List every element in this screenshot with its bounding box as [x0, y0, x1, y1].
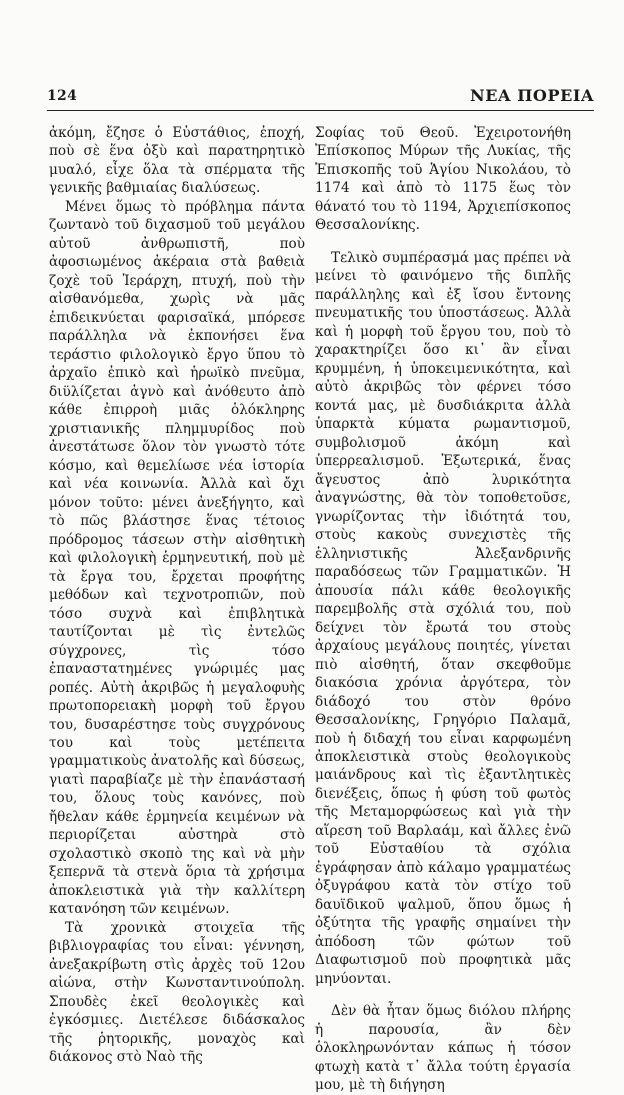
page-number: 124 — [47, 88, 78, 104]
paragraph: Τὰ χρονικὰ στοιχεῖα τῆς βιβλιογραφίας του εἶναι: γέννηση, ἀνεξακρίβωτη στὶς ἀρχὲς τοῦ 12ου αἰώνα, στὴν Κωνσταντινούπολη. Σπουδὲς ἐκεῖ θεολογικὲς καὶ ἐγκόσμιες. Διετέλεσε διδάσκαλος τῆς ῥητορικῆς, μοναχὸς καὶ διάκονος στὸ Ναὸ τῆς — [49, 919, 305, 1066]
paragraph: Τελικὸ συμπέρασμά μας πρέπει νὰ μείνει τὸ φαινόμενο τῆς διπλῆς παράλληλης καὶ ἐξ ἴσου ἔντονης πνευματικῆς του ὑποστάσεως. Ἀλλὰ καὶ ἡ μορφὴ τοῦ ἔργου του, ποὺ τὸ χαρακτηρίζει ὅσο κι᾽ ἂν εἶναι κρυμμένη, ἡ ὑποκειμενικότητα, καὶ αὐτὸ ἀκριβῶς τὸν φέρνει τόσο κοντά μας, μὲ δυσδιάκριτα ἀλλὰ ὑπαρκτὰ κύματα ρωμαντισμοῦ, συμβολισμοῦ ἀκόμη καὶ ὑπερρεαλισμοῦ. Ἐξωτερικά, ἕνας ἄγευστος ἀπὸ λυρικότητα ἀναγνώστης, θὰ τὸν τοποθετοῦσε, γνωρίζοντας τὴν ἰδιότητά του, στοὺς κακοὺς συνεχιστὲς τῆς ἑλληνιστικῆς Ἀλεξανδρινῆς παραδόσεως τῶν Γραμματικῶν. Ἡ ἀπουσία πάλι κάθε θεολογικῆς παρεμβολῆς στὰ σχόλιά του, ποὺ δείχνει τὸν ἔρωτά του στοὺς ἀρχαίους μεγάλους ποιητές, γίνεται πιὸ αἰσθητή, ὅταν σκεφθοῦμε διακόσια χρόνια ἀργότερα, τὸν διάδοχό του στὸν θρόνο Θεσσαλονίκης, Γρηγόριο Παλαμᾶ, ποὺ ἡ διδαχή του εἶναι καρφωμένη ἀποκλειστικὰ στοὺς θεολογικοὺς μαιάνδρους καὶ τὶς ἐξαντλητικὲς διενέξεις, ὅπως ἡ φύση τοῦ φωτὸς τῆς Μεταμορφώσεως καὶ γιὰ τὴν αἵρεση τοῦ Βαρλαάμ, καὶ ἄλλες ἐνῶ τοῦ Εὐσταθίου τὰ σχόλια ἐγράφησαν ἀπὸ κάλαμο γραμματέως ὀξυγράφου κατὰ τὸν στίχο τοῦ δαυϊδικοῦ ψαλμοῦ, ὅπου ὅμως ἡ ὀξύτητα τῆς γραφῆς σημαίνει τὴν ἀπόδοση τῶν φώτων τοῦ Διαφωτισμοῦ ποὺ προφητικὰ μᾶς μηνύονται. — [315, 249, 571, 987]
header-rule — [47, 110, 594, 111]
paragraph: Μένει ὅμως τὸ πρόβλημα πάντα ζωντανὸ τοῦ διχασμοῦ τοῦ μεγάλου αὐτοῦ ἀνθρωπιστῆ, ποὺ ἀφοσιωμένος ἀκέραια στὰ βαθειὰ ζοχὲ τοῦ Ἱεράρχη, πτυχή, ποὺ τὴν αἰσθανόμεθα, χωρὶς νὰ μᾶς ἐπιδεικνύεται φαρισαϊκά, μπόρεσε παράλληλα νὰ ἐκπονήσει ἕνα τεράστιο φιλολογικὸ ἔργο ὕπου τὸ ἀρχαῖο ἐπικὸ καὶ ἡρωϊκὸ πνεῦμα, διϋλίζεται ἁγνὸ καὶ ἀνόθευτο ἀπὸ κάθε ἐπιρροὴ μιᾶς ὁλόκληρης χριστιανικῆς πλημμυρίδος ποὺ ἀνεστάτωσε ὅλον τὸν γνωστὸ τότε κόσμο, καὶ θεμελίωσε νέα ἱστορία καὶ νέα κοινωνία. Ἀλλὰ καὶ ὄχι μόνον τοῦτο: μένει ἀνεξήγητο, καὶ τὸ πῶς βλάστησε ἕνας τέτοιος πρόδρομος τάσεων στὴν αἰσθητικὴ καὶ φιλολογικὴ ἑρμηνευτική, ποὺ μὲ τὰ ἔργα του, ἔρχεται προφήτης μεθόδων καὶ τεχνοτροπιῶν, ποὺ τόσο συχνὰ καὶ ἐπιβλητικὰ ταυτίζονται μὲ τὶς ἐντελῶς σύγχρονες, τὶς τόσο ἐπαναστατημένες γνώριμές μας ροπές. Αὐτὴ ἀκριβῶς ἡ μεγαλοφυὴς πρωτοπορειακὴ μορφὴ τοῦ ἔργου του, δυσαρέστησε τοὺς συγχρόνους του καὶ τοὺς μετέπειτα γραμματικοὺς ἀνατολῆς καὶ δύσεως, γιατὶ παραβίαζε μὲ τὴν ἐπανάστασή του, ὅλους τοὺς κανόνες, ποὺ ἤθελαν κάθε ἑρμηνεία κειμένων νὰ περιορίζεται αὐστηρὰ στὸ σχολαστικὸ σκοπὸ της καὶ νὰ μὴν ξεπερνᾶ τὰ στενὰ ὅρια τὰ χρήσιμα ἀποκλειστικὰ γιὰ τὴν καλλίτερη κατανόηση τῶν κειμένων. — [49, 198, 306, 918]
right-column — [315, 124, 571, 1095]
paragraph: Σοφίας τοῦ Θεοῦ. Ἐχειροτονήθη Ἐπίσκοπος Μύρων τῆς Λυκίας, τῆς Ἐπισκοπῆς τοῦ Ἁγίου Νικολάου, τὸ 1174 καὶ ἀπὸ τὸ 1175 ἕως τὸν θάνατό του τὸ 1194, Ἀρχιεπίσκοπος Θεσσαλονίκης. — [315, 125, 571, 234]
left-column — [49, 124, 305, 1067]
paragraph: Δὲν θὰ ἦταν ὅμως διόλου πλήρης ἡ παρουσία, ἂν δὲν ὁλοκληρωνόνταν κάπως ἡ τόσον φτωχὴ κατὰ τ᾽ ἄλλα τούτη ἐργασία μου, μὲ τὴ διήγηση — [315, 1003, 571, 1094]
paragraph: ἀκόμη, ἔζησε ὁ Εὐστάθιος, ἐποχή, ποὺ σὲ ἕνα ὀξὺ καὶ παρατηρητικὸ μυαλό, εἶχε ὅλα τὰ σπέρματα τῆς γενικῆς βαθμιαίας διαλύσεως. — [49, 125, 305, 197]
journal-title: ΝΕΑ ΠΟΡΕΙΑ — [470, 86, 594, 105]
